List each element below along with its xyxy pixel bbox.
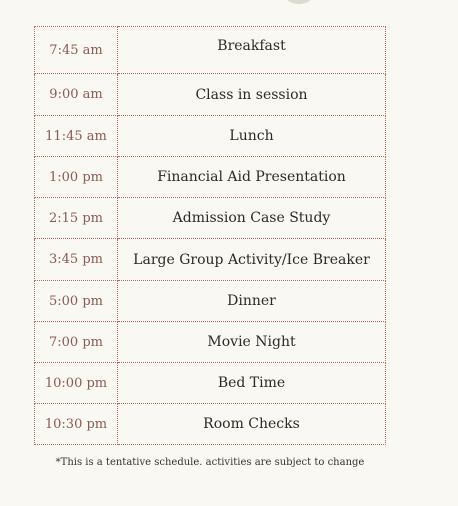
time-cell: 2:15 pm: [35, 198, 118, 239]
table-row: [35, 404, 386, 445]
event-cell: Dinner: [118, 281, 386, 322]
event-cell: Bed Time: [118, 363, 386, 404]
time-cell: 11:45 am: [35, 116, 118, 157]
time-cell: 10:30 pm: [35, 404, 118, 445]
time-cell: 10:00 pm: [35, 363, 118, 404]
time-cell: 3:45 pm: [35, 239, 118, 281]
time-cell: 9:00 am: [35, 74, 118, 116]
decorative-circle: [285, 0, 313, 4]
table-row: [35, 363, 386, 404]
time-cell: 5:00 pm: [35, 281, 118, 322]
table-row: [35, 198, 386, 239]
time-cell: 1:00 pm: [35, 157, 118, 198]
event-cell: Breakfast: [118, 27, 386, 74]
event-cell: Admission Case Study: [118, 198, 386, 239]
event-cell: Lunch: [118, 116, 386, 157]
event-cell: Financial Aid Presentation: [118, 157, 386, 198]
table-row: [35, 239, 386, 281]
time-cell: 7:45 am: [35, 27, 118, 74]
table-row: [35, 157, 386, 198]
table-row: [35, 281, 386, 322]
event-cell: Large Group Activity/Ice Breaker: [118, 239, 386, 281]
event-cell: Movie Night: [118, 322, 386, 363]
table-row: [35, 74, 386, 116]
table-row: [35, 116, 386, 157]
time-cell: 7:00 pm: [35, 322, 118, 363]
schedule-footnote: *This is a tentative schedule. activities are subject to change: [55, 457, 365, 468]
schedule-table: [34, 26, 386, 445]
table-row: [35, 322, 386, 363]
event-cell: Room Checks: [118, 404, 386, 445]
table-row: [35, 27, 386, 74]
event-cell: Class in session: [118, 74, 386, 116]
